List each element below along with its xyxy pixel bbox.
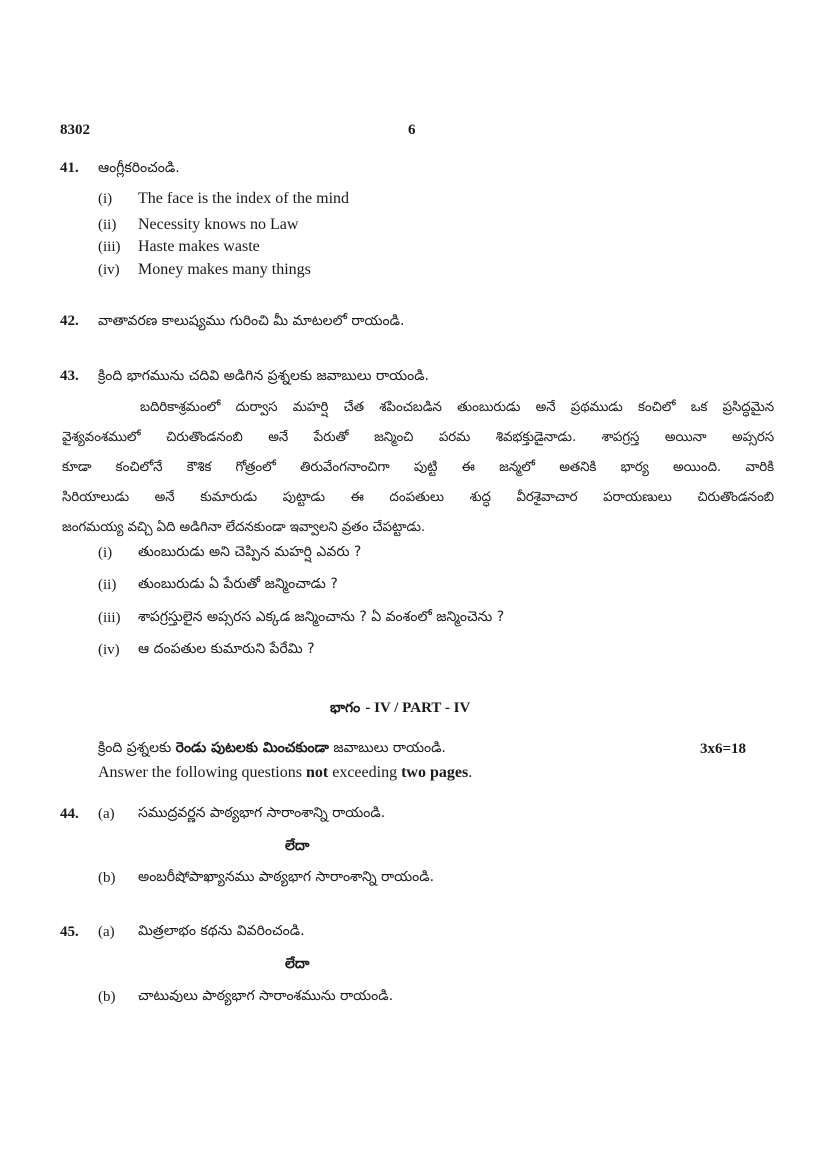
instruction-text: . xyxy=(468,764,473,781)
instruction-text: Answer the following questions xyxy=(98,764,306,781)
paper-code: 8302 xyxy=(60,122,90,138)
passage-line: కూడా కంచిలోనే కౌశిక గోత్రంలో తిరువేంగనాంచిగా పుట్టి ఈ జన్మలో అతనికి భార్య అయింది. వారికి xyxy=(62,460,774,475)
passage-line: జంగమయ్య వచ్చి ఏది అడిగినా లేదనకుండా ఇవ్వాలని వ్రతం చేపట్టాడు. xyxy=(62,520,426,535)
q43-item-text: తుంబురుడు ఏ పేరుతో జన్మించాడు ? xyxy=(138,576,338,592)
q43-item-label: (i) xyxy=(98,545,113,561)
q41-item-label: (iii) xyxy=(98,239,121,255)
q43-item-text: శాపగ్రస్తులైన అప్సరస ఎక్కడ జన్మించాను ? ఏ వంశంలో జన్మించెను ? xyxy=(138,609,505,625)
q43-item-text: తుంబురుడు అని చెప్పిన మహర్షి ఎవరు ? xyxy=(138,544,362,560)
q45-option-a-text: మిత్రలాభం కథను వివరించండి. xyxy=(138,923,305,939)
q41-item-text: The face is the index of the mind xyxy=(138,190,350,207)
part-instruction-english xyxy=(98,764,472,782)
q43-item-text: ఆ దంపతుల కుమారుని పేరేమి ? xyxy=(138,641,315,657)
q43-item-label: (iv) xyxy=(98,642,120,658)
passage-line: వైశ్యవంశములో చిరుతొండనంబి అనే పేరుతో జన్మించి పరమ శివభక్తుడైనాడు. శాపగ్రస్త అయినా అప్సరస xyxy=(62,430,774,445)
part-instruction-telugu xyxy=(98,740,446,759)
q45-option-b-text: చాటువులు పాఠ్యభాగ సారాంశమును రాయండి. xyxy=(138,988,394,1004)
q41-item-text: Necessity knows no Law xyxy=(138,216,299,233)
q41-item-label: (ii) xyxy=(98,217,117,233)
marks-allocation: 3x6=18 xyxy=(700,741,747,757)
passage xyxy=(62,393,774,543)
question-45-number: 45. xyxy=(60,924,79,940)
q41-item-text: Haste makes waste xyxy=(138,238,260,255)
q43-item-label: (iii) xyxy=(98,610,121,626)
q44-or-label: లేదా xyxy=(285,838,310,854)
q45-or-label: లేదా xyxy=(285,956,310,972)
question-43-text: క్రింది భాగమును చదివి అడిగిన ప్రశ్నలకు జవాబులు రాయండి. xyxy=(98,368,430,384)
instruction-emphasis: not xyxy=(305,764,329,781)
part-heading xyxy=(330,697,470,719)
q43-item-label: (ii) xyxy=(98,577,117,593)
q44-option-b-text: అంబరీషోపాఖ్యానము పాఠ్యభాగ సారాంశాన్ని రాయండి. xyxy=(138,869,435,885)
q45-option-b-label: (b) xyxy=(98,989,116,1005)
passage-line: సిరియాలుడు అనే కుమారుడు పుట్టాడు ఈ దంపతులు శుద్ధ వీరశైవాచార పరాయణులు చిరుతొండనంబి xyxy=(62,490,774,505)
page-number: 6 xyxy=(408,122,416,138)
q41-item-label: (iv) xyxy=(98,262,120,278)
question-44-number: 44. xyxy=(60,806,79,822)
question-41-number: 41. xyxy=(60,160,79,176)
q44-option-b-label: (b) xyxy=(98,870,116,886)
instruction-text: జవాబులు రాయండి. xyxy=(328,740,446,756)
question-42-number: 42. xyxy=(60,313,79,329)
instruction-text: exceeding xyxy=(328,764,402,781)
instruction-text: క్రింది ప్రశ్నలకు xyxy=(98,740,176,756)
q41-item-label: (i) xyxy=(98,191,113,207)
question-41-text: ఆంగ్లీకరించండి. xyxy=(98,160,180,176)
instruction-emphasis: రెండు పుటలకు మించకుండా xyxy=(175,740,329,756)
part-heading-telugu: భాగం xyxy=(330,700,361,716)
passage-line: బదిరికాశ్రమంలో దుర్వాస మహర్షి చేత శపించబడిన తుంబురుడు అనే ప్రథముడు కంచిలో ఒక ప్రసిద్ధమైన xyxy=(140,400,774,415)
q41-item-text: Money makes many things xyxy=(138,261,311,278)
question-42-text: వాతావరణ కాలుష్యము గురించి మీ మాటలలో రాయండి. xyxy=(98,313,405,329)
question-43-number: 43. xyxy=(60,368,79,384)
q44-option-a-label: (a) xyxy=(98,806,115,822)
instruction-emphasis: two pages xyxy=(401,764,469,781)
part-heading-english: - IV / PART - IV xyxy=(365,700,471,716)
q44-option-a-text: సముద్రవర్ణన పాఠ్యభాగ సారాంశాన్ని రాయండి. xyxy=(138,805,386,821)
q45-option-a-label: (a) xyxy=(98,924,115,940)
